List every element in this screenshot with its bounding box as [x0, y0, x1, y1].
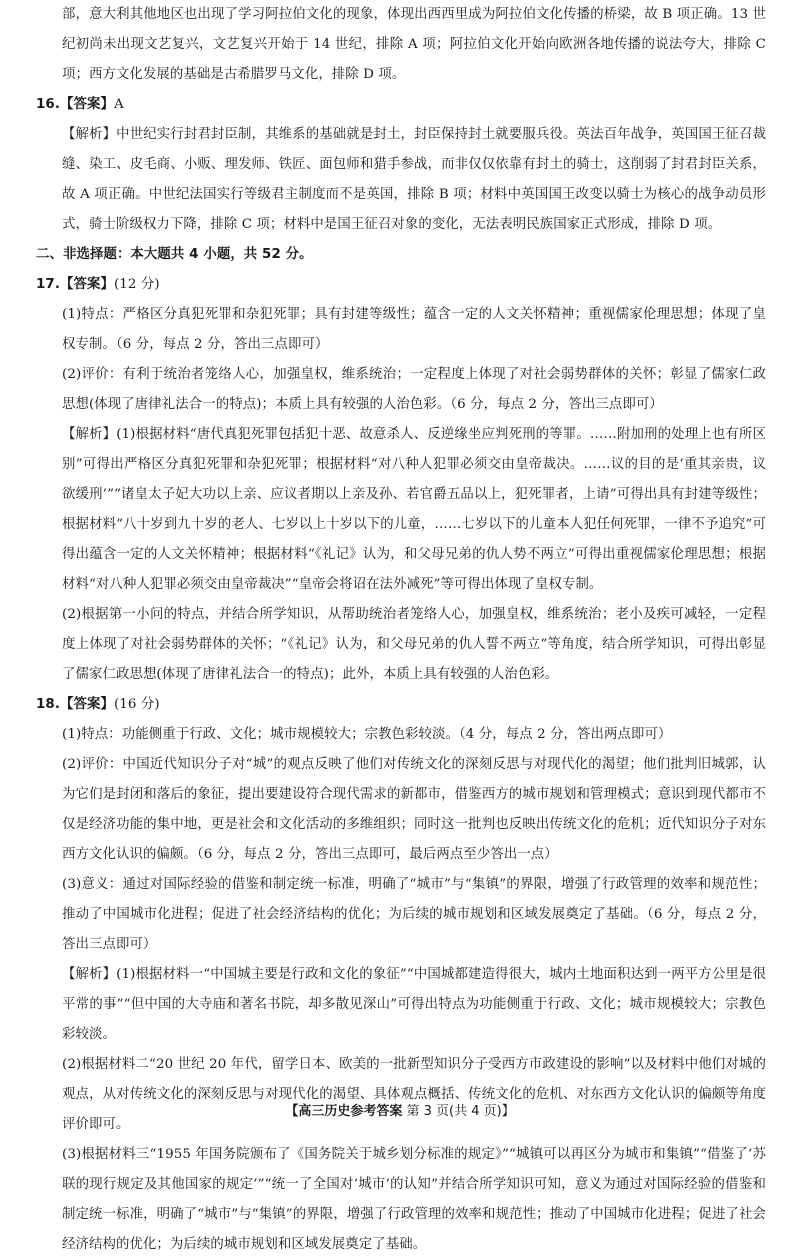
paragraph-q18-analysis-3: (3)根据材料三“1955 年国务院颁布了《国务院关于城乡划分标准的规定》”“城镇可以再区分为城市和集镇”“借鉴了‘苏联的现行规定及其他国家的规定’”“统一了全国对‘城市’的认知”并结合所学知识可知，意义为通过对国际经验的借鉴和制定统一标准，明确了“城市”与“集镇”的界限，增强了行政管理的效率和规范性；推动了中国城市化进程；促进了社会经济结构的优化；为后续的城市规划和区域发展奠定了基础。 [62, 1147, 766, 1252]
answer-label: 17.【答案】 [36, 277, 114, 292]
paragraph-q18-part2: (2)评价：中国近代知识分子对“城”的观点反映了他们对传统文化的深刻反思与对现代化的渴望；他们批判旧城郭，认为它们是封闭和落后的象征，提出要建设符合现代需求的新都市，借鉴西方的城市规划和管理模式；意识到现代都市不仅是经济功能的集中地，更是社会和文化活动的多维组织；同时这一批判也反映出传统文化的危机；近代知识分子对东西方文化认识的偏颇。（6 分，每点 2 分，答出三点即可，最后两点至少答出一点） [62, 757, 766, 862]
answer-score: (16 分) [113, 697, 160, 712]
paragraph-q17-analysis-2: (2)根据第一小问的特点，并结合所学知识，从帮助统治者笼络人心，加强皇权，维系统治；老小及疾可减轻，一定程度上体现了对社会弱势群体的关怀；“《礼记》认为，和父母兄弟的仇人誓不两立”等角度，结合所学知识，可得出彰显了儒家仁政思想(体现了唐律礼法合一的特点)；此外，本质上具有较强的人治色彩。 [62, 607, 766, 682]
answer-score: (12 分) [113, 277, 160, 292]
answer-value: A [113, 97, 124, 112]
page-footer [0, 1100, 800, 1124]
paragraph-q17-part1: (1)特点：严格区分真犯死罪和杂犯死罪；具有封建等级性；蕴含一定的人文关怀精神；重视儒家伦理思想；体现了皇权专制。（6 分，每点 2 分，答出三点即可） [62, 307, 766, 352]
answer-label: 16.【答案】 [36, 97, 114, 112]
paragraph-q15-continuation: 部，意大利其他地区也出现了学习阿拉伯文化的现象，体现出西西里成为阿拉伯文化传播的桥梁，故 B 项正确。13 世纪初尚未出现文艺复兴，文艺复兴开始于 14 世纪，排除 A 项；阿拉伯文化开始向欧洲各地传播的说法夸大，排除 C 项；西方文化发展的基础是古希腊罗马文化，排除 D 项。 [62, 7, 766, 82]
paragraph-q16-analysis: 【解析】中世纪实行封君封臣制，其维系的基础就是封土，封臣保持封土就要服兵役。英法百年战争，英国国王征召裁缝、染工、皮毛商、小贩、理发师、铁匠、面包师和猎手参战，而非仅仅依靠有封土的骑士，这削弱了封君封臣关系，故 A 项正确。中世纪法国实行等级君主制度而不是英国，排除 B 项；材料中英国国王改变以骑士为核心的战争动员形式，骑士阶级权力下降，排除 C 项；材料中是国王征召对象的变化，无法表明民族国家正式形成，排除 D 项。 [62, 127, 766, 232]
paragraph-q17-analysis-1: 【解析】(1)根据材料“唐代真犯死罪包括犯十恶、故意杀人、反逆缘坐应判死刑的等罪。……附加刑的处理上也有所区别”可得出严格区分真犯死罪和杂犯死罪；根据材料“对八种人犯罪必须交由皇帝裁决。……议的目的是‘重其亲贵，议欲缓刑’”“诸皇太子妃大功以上亲、应议者期以上亲及孙、若官爵五品以上，犯死罪者，上请”可得出具有封建等级性；根据材料“八十岁到九十岁的老人、七岁以上十岁以下的儿童，……七岁以下的儿童本人犯任何死罪，一律不予追究”可得出蕴含一定的人文关怀精神；根据材料“《礼记》认为，和父母兄弟的仇人势不两立”可得出重视儒家伦理思想；根据材料“对八种人犯罪必须交由皇帝裁决”“皇帝会将诏在法外减死”等可得出体现了皇权专制。 [62, 427, 766, 592]
answer-heading-q16 [0, 90, 800, 120]
section-heading-nonchoice: 二、非选择题：本大题共 4 小题，共 52 分。 [36, 247, 313, 262]
paragraph-q18-analysis-1: 【解析】(1)根据材料一“中国城主要是行政和文化的象征”“中国城都建造得很大，城内土地面积达到一两平方公里是很平常的事”“但中国的大寺庙和著名书院，却多散见深山”可得出特点为功能侧重于行政、文化；城市规模较大；宗教色彩较淡。 [62, 967, 766, 1042]
paragraph-q17-part2: (2)评价：有利于统治者笼络人心，加强皇权，维系统治；一定程度上体现了对社会弱势群体的关怀；彰显了儒家仁政思想(体现了唐律礼法合一的特点)；本质上具有较强的人治色彩。（6 分，每点 2 分，答出三点即可） [62, 367, 766, 412]
answer-heading-q17 [0, 270, 800, 300]
paragraph-q18-part1: (1)特点：功能侧重于行政、文化；城市规模较大；宗教色彩较淡。（4 分，每点 2 分，答出两点即可） [62, 727, 672, 742]
paragraph-q18-part3: (3)意义：通过对国际经验的借鉴和制定统一标准，明确了“城市”与“集镇”的界限，增强了行政管理的效率和规范性；推动了中国城市化进程；促进了社会经济结构的优化；为后续的城市规划和区域发展奠定了基础。（6 分，每点 2 分，答出三点即可） [62, 877, 766, 952]
answer-label: 18.【答案】 [36, 697, 114, 712]
paragraph-q18-analysis-2: (2)根据材料二“20 世纪 20 年代，留学日本、欧美的一批新型知识分子受西方市政建设的影响”以及材料中他们对城的观点，从对传统文化的深刻反思与对现代化的渴望、具体观点概括、传统文化的危机、对东西方文化认识的偏颇等角度评价即可。 [62, 1057, 766, 1132]
footer-page-number: 第 3 页(共 4 页)】 [406, 1104, 515, 1119]
answer-heading-q18 [0, 690, 800, 720]
footer-title: 【高三历史参考答案 [285, 1104, 403, 1119]
